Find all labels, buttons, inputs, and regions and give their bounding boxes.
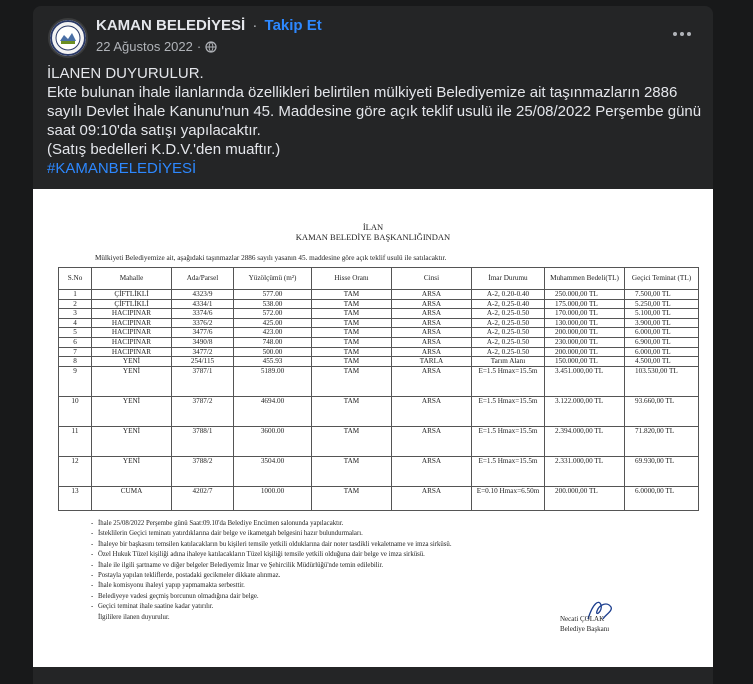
table-cell: 6.000,00 TL <box>625 328 699 338</box>
table-cell: 3.122.000,00 TL <box>545 396 625 426</box>
table-cell: 3600.00 <box>234 426 312 456</box>
table-cell: 3504.00 <box>234 456 312 486</box>
table-cell: 3477/2 <box>172 347 234 357</box>
table-cell: CUMA <box>92 486 172 510</box>
table-cell: 3374/6 <box>172 309 234 319</box>
table-cell: 103.530,00 TL <box>625 366 699 396</box>
table-row <box>59 357 699 367</box>
table-cell: 5189.00 <box>234 366 312 396</box>
table-cell: 200.000,00 TL <box>545 347 625 357</box>
table-cell: 5 <box>59 328 92 338</box>
column-header: İmar Durumu <box>472 268 545 290</box>
table-cell: 500.00 <box>234 347 312 357</box>
table-cell: A-2, 0.25-0.50 <box>472 328 545 338</box>
table-cell: YENİ <box>92 366 172 396</box>
table-cell: TAM <box>312 337 392 347</box>
table-cell: 93.660,00 TL <box>625 396 699 426</box>
table-cell: 748.00 <box>234 337 312 347</box>
table-cell: TAM <box>312 309 392 319</box>
table-row <box>59 347 699 357</box>
table-body <box>59 290 699 511</box>
table-cell: 4.500,00 TL <box>625 357 699 367</box>
table-cell: ARSA <box>392 486 472 510</box>
table-cell: TAM <box>312 299 392 309</box>
table-cell: A-2, 0.25-0.50 <box>472 337 545 347</box>
table-cell: 230.000,00 TL <box>545 337 625 347</box>
table-cell: 5.100,00 TL <box>625 309 699 319</box>
table-cell: 254/115 <box>172 357 234 367</box>
table-row <box>59 328 699 338</box>
table-cell: TAM <box>312 347 392 357</box>
property-table <box>58 267 699 511</box>
date-separator: · <box>196 39 202 54</box>
globe-icon[interactable] <box>205 41 217 53</box>
table-row <box>59 366 699 396</box>
signer-title: Belediye Başkanı <box>560 625 610 633</box>
table-cell: 8 <box>59 357 92 367</box>
table-cell: HACIPINAR <box>92 347 172 357</box>
table-cell: ARSA <box>392 347 472 357</box>
table-cell: Tarım Alanı <box>472 357 545 367</box>
table-cell: 3788/1 <box>172 426 234 456</box>
table-cell: 3 <box>59 309 92 319</box>
table-row <box>59 290 699 300</box>
table-cell: 11 <box>59 426 92 456</box>
notes-list <box>91 519 452 623</box>
table-row <box>59 337 699 347</box>
note-item: - Belediyeye vadesi geçmiş borcunun olmadığına dair belge. <box>91 592 452 602</box>
table-cell: 4334/1 <box>172 299 234 309</box>
note-item: - Özel Hukuk Tüzel kişiliği adına ihaleye katılacakların Tüzel kişiliği temsile yetkili olduğuna dair belge ve imza sirküsü. <box>91 550 452 560</box>
note-item: - İsteklilerin Geçici teminatı yatırdıklarına dair belge ve ikametgah belgesini hazır bulundurmaları. <box>91 529 452 539</box>
note-item: - İhaleye bir başkasını temsilen katılacakların bu kişileri temsile yetkili olduklarına dair noter tasdikli vekaletname ve imza sirküsü. <box>91 540 452 550</box>
table-header <box>59 268 699 290</box>
table-cell: 572.00 <box>234 309 312 319</box>
table-cell: TAM <box>312 328 392 338</box>
table-cell: 425.00 <box>234 318 312 328</box>
table-cell: 2.394.000,00 TL <box>545 426 625 456</box>
table-cell: TARLA <box>392 357 472 367</box>
table-cell: YENİ <box>92 357 172 367</box>
table-cell: 6 <box>59 337 92 347</box>
note-item: - Postayla yapılan tekliflerde, postadaki gecikmeler dikkate alınmaz. <box>91 571 452 581</box>
column-header: Yüzölçümü (m²) <box>234 268 312 290</box>
table-cell: 250.000,00 TL <box>545 290 625 300</box>
table-cell: 3490/8 <box>172 337 234 347</box>
table-cell: ARSA <box>392 328 472 338</box>
table-cell: 7.500,00 TL <box>625 290 699 300</box>
table-cell: 7 <box>59 347 92 357</box>
post-header <box>33 6 713 66</box>
table-row <box>59 299 699 309</box>
table-cell: 69.930,00 TL <box>625 456 699 486</box>
column-header: Hisse Oranı <box>312 268 392 290</box>
post-meta <box>96 39 217 54</box>
table-cell: HACIPINAR <box>92 309 172 319</box>
author-name[interactable]: KAMAN BELEDİYESİ <box>96 17 246 34</box>
note-item: - Geçici teminat ihale saatine kadar yatırılır. <box>91 602 452 612</box>
table-cell: 6.0000,00 TL <box>625 486 699 510</box>
author-line <box>96 17 322 34</box>
table-cell: TAM <box>312 357 392 367</box>
hashtag-link[interactable]: #KAMANBELEDİYESİ <box>47 160 197 177</box>
signature-block <box>560 614 609 634</box>
municipality-logo-icon <box>50 20 86 56</box>
signer-name: Necati ÇOLAK <box>560 615 605 623</box>
table-cell: 2 <box>59 299 92 309</box>
table-cell: A-2, 0.25-0.40 <box>472 299 545 309</box>
post-line-3: (Satış bedelleri K.D.V.'den muaftır.) <box>47 141 281 158</box>
post-line-1: İLANEN DUYURULUR. <box>47 65 204 82</box>
note-item: - İhale komisyonu ihaleyi yapıp yapmamakta serbesttir. <box>91 581 452 591</box>
table-cell: HACIPINAR <box>92 337 172 347</box>
table-cell: YENİ <box>92 456 172 486</box>
post-date[interactable]: 22 Ağustos 2022 <box>96 39 193 54</box>
follow-button[interactable]: Takip Et <box>264 17 322 34</box>
table-cell: 423.00 <box>234 328 312 338</box>
table-cell: ARSA <box>392 299 472 309</box>
table-cell: 170.000,00 TL <box>545 309 625 319</box>
table-row <box>59 309 699 319</box>
post-line-2: Ekte bulunan ihale ilanlarında özellikleri belirtilen mülkiyeti Belediyemize ait taşınmazların 2886 sayılı Devlet İhale Kanunu'nun 45. Maddesine göre açık teklif usulü ile 25/08/2022 Perşembe günü saat 09:10'da satışı yapılacaktır. <box>47 84 702 139</box>
table-cell: 3788/2 <box>172 456 234 486</box>
doc-intro: Mülkiyeti Belediyemize ait, aşağıdaki taşınmazlar 2886 sayılı yasanın 45. maddesine göre açık teklif usulü ile satılacaktır. <box>95 254 447 262</box>
table-cell: 3.451.000,00 TL <box>545 366 625 396</box>
table-cell: 4202/7 <box>172 486 234 510</box>
column-header: S.No <box>59 268 92 290</box>
table-cell: A-2, 0.20-0.40 <box>472 290 545 300</box>
table-cell: 2.331.000,00 TL <box>545 456 625 486</box>
post-text <box>47 64 702 178</box>
table-cell: 6.000,00 TL <box>625 347 699 357</box>
table-cell: A-2, 0.25-0.50 <box>472 318 545 328</box>
table-cell: 3477/6 <box>172 328 234 338</box>
table-cell: 6.900,00 TL <box>625 337 699 347</box>
table-cell: 538.00 <box>234 299 312 309</box>
table-cell: YENİ <box>92 426 172 456</box>
table-cell: 1000.00 <box>234 486 312 510</box>
table-cell: 200.000,00 TL <box>545 486 625 510</box>
note-item: - İhale ile ilgili şartname ve diğer belgeler Belediyemiz İmar ve Şehircilik Müdürlüğü'nde temin edilebilir. <box>91 561 452 571</box>
table-cell: ARSA <box>392 396 472 426</box>
table-cell: 3.900,00 TL <box>625 318 699 328</box>
table-cell: HACIPINAR <box>92 318 172 328</box>
table-cell: E=1.5 Hmax=15.5m <box>472 366 545 396</box>
page-avatar[interactable] <box>48 18 88 58</box>
table-cell: 12 <box>59 456 92 486</box>
table-row <box>59 396 699 426</box>
table-cell: 3787/1 <box>172 366 234 396</box>
table-cell: ARSA <box>392 318 472 328</box>
table-cell: 4 <box>59 318 92 328</box>
table-cell: ARSA <box>392 366 472 396</box>
table-cell: E=0.10 Hmax=6.50m <box>472 486 545 510</box>
note-item: - İhale 25/08/2022 Perşembe günü Saat:09.10'da Belediye Encümen salonunda yapılacaktır. <box>91 519 452 529</box>
table-cell: ARSA <box>392 290 472 300</box>
table-cell: 10 <box>59 396 92 426</box>
table-cell: 150.000,00 TL <box>545 357 625 367</box>
table-cell: TAM <box>312 426 392 456</box>
doc-title: İLAN <box>362 222 384 232</box>
table-cell: E=1.5 Hmax=15.5m <box>472 426 545 456</box>
table-cell: ARSA <box>392 456 472 486</box>
column-header: Cinsi <box>392 268 472 290</box>
table-cell: E=1.5 Hmax=15.5m <box>472 396 545 426</box>
table-cell: HACIPINAR <box>92 328 172 338</box>
table-cell: ÇİFTLİKLİ <box>92 299 172 309</box>
table-cell: TAM <box>312 290 392 300</box>
table-cell: 130.000,00 TL <box>545 318 625 328</box>
table-row <box>59 456 699 486</box>
table-row <box>59 486 699 510</box>
table-cell: 5.250,00 TL <box>625 299 699 309</box>
table-cell: TAM <box>312 366 392 396</box>
table-cell: 4694.00 <box>234 396 312 426</box>
table-row <box>59 426 699 456</box>
table-cell: 200.000,00 TL <box>545 328 625 338</box>
table-cell: TAM <box>312 318 392 328</box>
table-cell: ÇİFTLİKLİ <box>92 290 172 300</box>
separator-dot: · <box>252 17 258 34</box>
closing-line: İlgililere ilanen duyurulur. <box>98 613 170 621</box>
announcement-image[interactable] <box>33 189 713 667</box>
table-cell: 13 <box>59 486 92 510</box>
table-cell: E=1.5 Hmax=15.5m <box>472 456 545 486</box>
doc-subtitle: KAMAN BELEDİYE BAŞKANLIĞINDAN <box>295 232 451 242</box>
table-cell: 1 <box>59 290 92 300</box>
table-cell: 3376/2 <box>172 318 234 328</box>
post-card <box>33 6 713 684</box>
table-cell: TAM <box>312 456 392 486</box>
table-cell: 175.000,00 TL <box>545 299 625 309</box>
table-cell: 71.820,00 TL <box>625 426 699 456</box>
table-cell: 577.00 <box>234 290 312 300</box>
table-cell: 455.93 <box>234 357 312 367</box>
table-cell: TAM <box>312 396 392 426</box>
more-options-icon[interactable] <box>669 24 695 44</box>
column-header: Mahalle <box>92 268 172 290</box>
table-cell: 9 <box>59 366 92 396</box>
table-cell: ARSA <box>392 337 472 347</box>
table-cell: ARSA <box>392 426 472 456</box>
table-cell: A-2, 0.25-0.50 <box>472 347 545 357</box>
table-cell: TAM <box>312 486 392 510</box>
column-header: Muhammen Bedeli(TL) <box>545 268 625 290</box>
table-cell: 4323/9 <box>172 290 234 300</box>
table-cell: 3787/2 <box>172 396 234 426</box>
table-cell: ARSA <box>392 309 472 319</box>
table-row <box>59 318 699 328</box>
column-header: Geçici Teminat (TL) <box>625 268 699 290</box>
table-cell: YENİ <box>92 396 172 426</box>
column-header: Ada/Parsel <box>172 268 234 290</box>
table-cell: A-2, 0.25-0.50 <box>472 309 545 319</box>
